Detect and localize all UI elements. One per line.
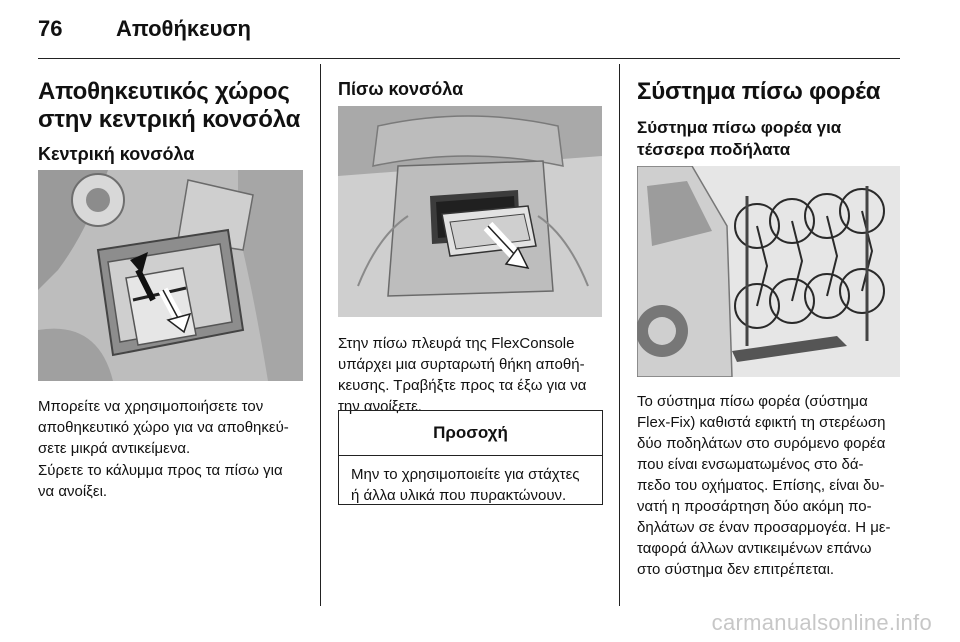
caution-title: Προσοχή [339,411,602,456]
central-console-illustration [38,170,303,381]
header-rule [38,58,900,59]
page-number: 76 [38,16,63,41]
heading-central-console-storage: Αποθηκευτικός χώρος στην κεντρική κονσόλα [38,78,301,133]
column-divider-2 [619,64,620,606]
subheading-central-console: Κεντρική κονσόλα [38,144,195,164]
bike-carrier-description: Το σύστημα πίσω φορέα (σύστημα Flex-Fix) καθιστά εφικτή τη στερέωση δύο ποδηλάτων στο συρόμενο φορέα που είναι ενσωματωμένος στο δά- πεδο του οχήματος. Επίσης, είναι δυ- νατή η προσάρτηση δύο ακόμη πο- δηλάτων σε έναν προσαρμογέα. Η με- ταφορά άλλων αντικειμένων επάνω στο σύστημα δεν επιτρέπεται. [637,393,891,578]
column-divider-1 [320,64,321,606]
section-title: Αποθήκευση [116,16,251,41]
heading-rear-carrier-system: Σύστημα πίσω φορέα [637,78,881,105]
bike-carrier-illustration [637,166,900,377]
caution-box [338,410,603,505]
central-console-instruction: Σύρετε το κάλυμμα προς τα πίσω για να ανοίξει. [38,462,283,500]
watermark-text: carmanualsonline.info [711,610,932,635]
subheading-four-bikes: Σύστημα πίσω φορέα για τέσσερα ποδήλατα [637,118,842,159]
caution-text: Μην το χρησιμοποιείτε για στάχτες ή άλλα υλικά που πυρακτώνουν. [351,466,580,504]
rear-console-illustration [338,106,602,317]
central-console-description: Μπορείτε να χρησιμοποιήσετε τον αποθηκευτικό χώρο για να αποθηκεύ- σετε μικρά αντικείμενα. [38,398,289,457]
rear-console-description: Στην πίσω πλευρά της FlexConsole υπάρχει μια συρταρωτή θήκη αποθή- κευσης. Τραβήξτε προς τα έξω για να την ανοίξετε. [338,335,587,415]
subheading-rear-console: Πίσω κονσόλα [338,79,464,99]
